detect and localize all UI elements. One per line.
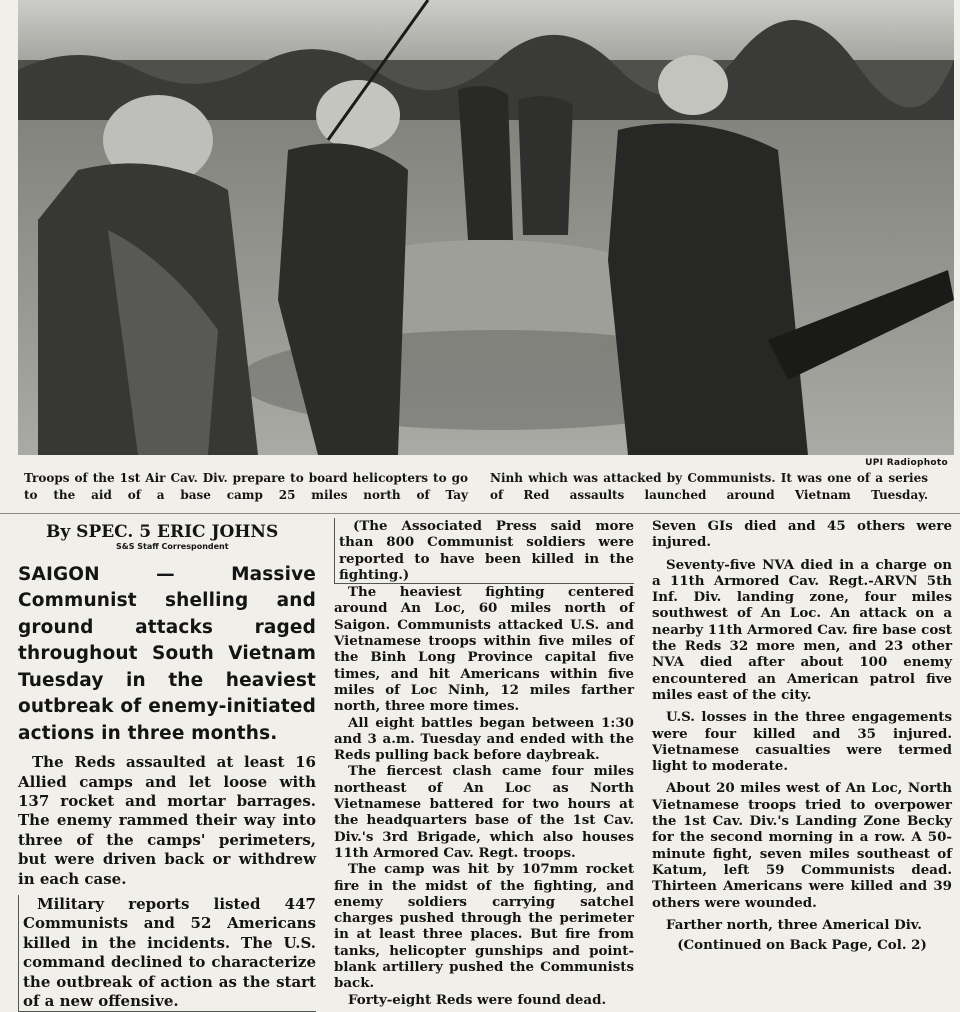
- paragraph: The Reds assaulted at least 16 Allied camps and let loose with 137 rocket and mortar barrages. The enemy rammed their way into three of the camps' perimeters, but were driven back or withdrew in each case.: [18, 753, 316, 888]
- article-column-3: [652, 518, 952, 953]
- paragraph: Seven GIs died and 45 others were injured.: [652, 518, 952, 551]
- paragraph: The camp was hit by 107mm rocket fire in the midst of the fighting, and enemy soldiers carrying satchel charges pushed through the perimeter in at least three places. But fire from tanks, helicopter gunships and point-blank artillery pushed the Communists back.: [334, 861, 634, 992]
- paragraph: (The Associated Press said more than 800 Communist soldiers were reported to have been killed in the fighting.): [334, 518, 634, 584]
- photo-caption-right: Ninh which was attacked by Communists. It was one of a series of Red assaults launched around Vietnam Tuesday.: [490, 471, 928, 502]
- paragraph: Seventy-five NVA died in a charge on a 11th Armored Cav. Regt.-ARVN 5th Inf. Div. landing zone, four miles southwest of An Loc. An attack on a nearby 11th Armored Cav. fire base cost the Reds 32 more men, and 23 other NVA died after about 100 enemy encountered an American patrol five miles east of the city.: [652, 556, 952, 703]
- photo-caption-left: Troops of the 1st Air Cav. Div. prepare to board helicopters to go to the aid of a base camp 25 miles north of Tay: [24, 471, 468, 502]
- paragraph: The fiercest clash came four miles northeast of An Loc as North Vietnamese battered for two hours at the headquarters base of the 1st Cav. Div.'s 3rd Brigade, which also houses 11th Armored Cav. Regt. troops.: [334, 763, 634, 861]
- byline-title: S&S Staff Correspondent: [116, 542, 229, 552]
- continued-note: (Continued on Back Page, Col. 2): [677, 937, 927, 954]
- paragraph: All eight battles began between 1:30 and 3 a.m. Tuesday and ended with the Reds pulling back before daybreak.: [334, 714, 634, 764]
- byline: By SPEC. 5 ERIC JOHNS: [46, 522, 279, 542]
- paragraph: Military reports listed 447 Communists and 52 Americans killed in the incidents. The U.S. command declined to characterize the outbreak of action as the start of a new offensive.: [18, 895, 316, 1012]
- paragraph: Forty-eight Reds were found dead.: [348, 991, 607, 1008]
- article-column-1: [18, 518, 316, 1012]
- article-column-2: [334, 518, 634, 1008]
- paragraph: The heaviest fighting centered around An Loc, 60 miles north of Saigon. Communists attacked U.S. and Vietnamese troops within five miles of the Binh Long Province capital five times, and hit Americans within five miles of Loc Ninh, 12 miles farther north, three more times.: [334, 584, 634, 715]
- photo-credit: UPI Radiophoto: [865, 458, 948, 468]
- lede-paragraph: SAIGON — Massive Communist shelling and ground attacks raged throughout South Vietnam Tuesday in the heaviest outbreak of enemy-initiated actions in three months.: [18, 563, 316, 744]
- paragraph: About 20 miles west of An Loc, North Vietnamese troops tried to overpower the 1st Cav. Div.'s Landing Zone Becky for the second morning in a row. A 50-minute fight, seven miles southeast of Katum, left 59 Communists dead. Thirteen Americans were killed and 39 others were wounded.: [652, 780, 952, 911]
- soldiers-photo-image: [18, 0, 954, 455]
- news-photo: [18, 0, 954, 455]
- paragraph: Farther north, three Americal Div.: [666, 916, 922, 933]
- divider-rule: [0, 513, 960, 514]
- paragraph: U.S. losses in the three engagements were four killed and 35 injured. Vietnamese casualties were termed light to moderate.: [652, 709, 952, 775]
